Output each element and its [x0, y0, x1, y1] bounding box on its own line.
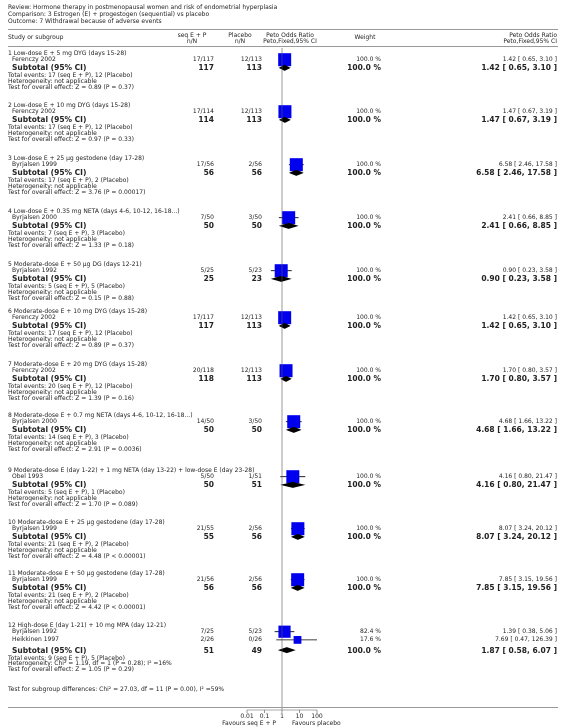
study-control-events: 3/50	[248, 418, 262, 426]
subtotal-weight: 100.0 %	[347, 532, 381, 542]
subtotal-label: Subtotal (95% CI)	[12, 63, 87, 73]
subtotal-weight: 100.0 %	[347, 321, 381, 331]
subtotal-ci-text: 1.47 [ 0.67, 3.19 ]	[481, 115, 557, 125]
study-ci-text: 8.07 [ 3.24, 20.12 ]	[498, 525, 557, 533]
study-name: Obel 1993	[12, 473, 44, 481]
subgroup-title: 11 Moderate-dose E + 50 µg gestodene (day 17-28)	[8, 570, 165, 577]
favours-right-label: Favours placebo	[292, 720, 341, 727]
subtotal-treat-n: 118	[198, 374, 214, 384]
study-control-events: 2/56	[248, 161, 262, 169]
study-ci-text: 1.47 [ 0.67, 3.19 ]	[502, 108, 557, 116]
study-name: Byrjalsen 1999	[12, 525, 57, 533]
subgroup-note: Total events: 21 (seq E + P), 2 (Placebo)	[8, 541, 129, 549]
study-control-events: 5/23	[248, 628, 262, 636]
subtotal-ci-text: 2.41 [ 0.66, 8.85 ]	[481, 221, 557, 231]
subgroup-note: Heterogeneity: not applicable	[8, 598, 97, 606]
col-or-method: Peto,Fixed,95% CI	[263, 38, 317, 45]
subgroup-note: Total events: 17 (seq E + P), 12 (Placebo)	[8, 330, 133, 338]
subgroup-note: Total events: 5 (seq E + P), 1 (Placebo)	[8, 489, 125, 497]
subgroup-note: Test for overall effect: Z = 1.70 (P = 0.089)	[8, 501, 138, 508]
subtotal-weight: 100.0 %	[347, 115, 381, 125]
study-name: Byrjalsen 1999	[12, 576, 57, 584]
subtotal-ci-text: 1.70 [ 0.80, 3.57 ]	[481, 374, 557, 384]
comparison-title: Comparison: 3 Estrogen (E) + progestogen (sequential) vs placebo	[8, 11, 210, 18]
subtotal-label: Subtotal (95% CI)	[12, 115, 87, 125]
col-treat-n: n/N	[186, 38, 198, 45]
subgroup-note: Total events: 5 (seq E + P), 5 (Placebo)	[8, 283, 125, 291]
subgroup-note: Test for overall effect: Z = 1.33 (P = 0.18)	[8, 242, 134, 249]
subtotal-weight: 100.0 %	[347, 583, 381, 593]
study-square	[278, 53, 291, 66]
subgroup-note: Total events: 20 (seq E + P), 12 (Placebo)	[8, 383, 133, 391]
col-study: Study or subgroup	[8, 34, 64, 41]
col-control-name: Placebo	[228, 32, 252, 39]
study-control-events: 12/113	[240, 314, 262, 322]
subtotal-control-n: 113	[246, 374, 262, 384]
subgroup-note: Total events: 9 (seq E + P), 5 (Placebo)	[8, 654, 125, 662]
study-ci-text: 6.58 [ 2.46, 17.58 ]	[498, 161, 557, 169]
study-square	[290, 158, 303, 171]
study-treat-events: 5/25	[200, 267, 214, 275]
study-name: Byrjalsen 1999	[12, 161, 57, 169]
study-control-events: 1/51	[248, 473, 262, 481]
subtotal-treat-n: 117	[198, 63, 214, 73]
subtotal-weight: 100.0 %	[347, 425, 381, 435]
study-square	[294, 636, 302, 644]
subgroup-title: 8 Moderate-dose E + 0.7 mg NETA (days 4-6, 10-12, 16-18...)	[8, 412, 193, 419]
study-control-events: 12/113	[240, 56, 262, 64]
study-square	[287, 415, 300, 428]
subtotal-control-n: 113	[246, 321, 262, 331]
subtotal-weight: 100.0 %	[347, 480, 381, 490]
study-name: Ferenczy 2002	[12, 314, 56, 322]
subgroup-note: Total events: 21 (seq E + P), 2 (Placebo)	[8, 592, 129, 600]
subgroup-title: 6 Moderate-dose E + 10 mg DYG (days 15-28)	[8, 308, 148, 315]
study-control-events: 2/56	[248, 576, 262, 584]
study-ci-text: 1.70 [ 0.80, 3.57 ]	[502, 367, 557, 375]
subgroup-differences-test: Test for subgroup differences: Chi² = 27.03, df = 11 (P = 0.00), I² =59%	[8, 686, 225, 693]
subgroup-note: Total events: 17 (seq E + P), 2 (Placebo)	[8, 177, 129, 185]
study-control-events: 2/56	[248, 525, 262, 533]
outcome-title: Outcome: 7 Withdrawal because of adverse events	[8, 18, 162, 25]
study-square	[282, 211, 295, 224]
subtotal-weight: 100.0 %	[347, 645, 381, 655]
x-tick-label: 0.1	[259, 713, 270, 720]
subgroup-note: Heterogeneity: not applicable	[8, 183, 97, 191]
study-name: Byrjalsen 1992	[12, 267, 57, 275]
col-or-method-right: Peto,Fixed,95% CI	[503, 38, 557, 45]
study-square	[291, 573, 304, 586]
subgroup-note: Test for overall effect: Z = 1.39 (P = 0.16)	[8, 395, 134, 402]
study-ci-text: 0.90 [ 0.23, 3.58 ]	[502, 267, 557, 275]
subgroup-note: Heterogeneity: not applicable	[8, 440, 97, 448]
subgroup-title: 5 Moderate-dose E + 50 µg DG (days 12-21)	[8, 261, 142, 268]
study-ci-text: 4.16 [ 0.80, 21.47 ]	[498, 473, 557, 481]
subgroup-note: Heterogeneity: not applicable	[8, 78, 97, 86]
subgroup-note: Test for overall effect: Z = 4.48 (P < 0.00001)	[8, 553, 146, 560]
subgroup-note: Test for overall effect: Z = 1.05 (P = 0.29)	[8, 666, 134, 674]
study-weight: 100.0 %	[356, 367, 381, 375]
subtotal-ci-text: 4.68 [ 1.66, 13.22 ]	[476, 425, 557, 435]
subtotal-treat-n: 25	[203, 274, 214, 284]
subtotal-ci-text: 8.07 [ 3.24, 20.12 ]	[476, 532, 557, 542]
subgroup-title: 2 Low-dose E + 10 mg DYG (days 15-28)	[8, 102, 131, 109]
study-treat-events: 2/26	[200, 636, 214, 644]
subgroup-note: Test for overall effect: Z = 0.89 (P = 0.37)	[8, 84, 134, 91]
study-square	[275, 264, 288, 277]
subgroup-title: 3 Low-dose E + 25 µg gestodene (day 17-28)	[8, 155, 145, 162]
study-square	[278, 311, 291, 324]
study-treat-events: 21/56	[196, 576, 214, 584]
study-square	[278, 105, 291, 118]
study-name: Byrjalsen 2000	[12, 418, 57, 426]
subtotal-treat-n: 56	[203, 583, 214, 593]
subtotal-diamond	[271, 276, 292, 282]
subtotal-label: Subtotal (95% CI)	[12, 374, 87, 384]
subtotal-weight: 100.0 %	[347, 374, 381, 384]
subtotal-control-n: 56	[251, 583, 262, 593]
study-name: Byrjalsen 1992	[12, 628, 57, 636]
subtotal-label: Subtotal (95% CI)	[12, 583, 87, 593]
subgroup-title: 12 High-dose E (day 1-21) + 10 mg MPA (day 12-21)	[8, 622, 167, 629]
study-treat-events: 17/117	[192, 56, 214, 64]
study-treat-events: 17/56	[196, 161, 214, 169]
subtotal-control-n: 49	[251, 645, 262, 655]
study-name: Byrjalsen 2000	[12, 214, 57, 222]
subgroup-note: Test for overall effect: Z = 0.89 (P = 0.37)	[8, 342, 134, 349]
subtotal-control-n: 50	[251, 425, 262, 435]
study-square	[278, 626, 290, 638]
col-treat-name: seq E + P	[177, 32, 207, 39]
subtotal-weight: 100.0 %	[347, 63, 381, 73]
study-weight: 100.0 %	[356, 473, 381, 481]
subtotal-label: Subtotal (95% CI)	[12, 168, 87, 178]
study-name: Ferenczy 2002	[12, 108, 56, 116]
study-ci-text: 1.42 [ 0.65, 3.10 ]	[502, 314, 557, 322]
study-treat-events: 7/50	[200, 214, 214, 222]
subtotal-label: Subtotal (95% CI)	[12, 321, 87, 331]
study-square	[280, 364, 293, 377]
study-name: Heikkinen 1997	[12, 636, 59, 644]
study-name: Ferenczy 2002	[12, 367, 56, 375]
study-ci-text: 2.41 [ 0.66, 8.85 ]	[502, 214, 557, 222]
subtotal-treat-n: 50	[203, 425, 214, 435]
study-weight: 100.0 %	[356, 214, 381, 222]
subtotal-label: Subtotal (95% CI)	[12, 221, 87, 231]
subtotal-treat-n: 50	[203, 221, 214, 231]
subgroup-note: Total events: 7 (seq E + P), 3 (Placebo)	[8, 230, 125, 238]
study-control-events: 5/23	[248, 267, 262, 275]
study-treat-events: 7/25	[200, 628, 214, 636]
subgroup-note: Total events: 14 (seq E + P), 3 (Placebo)	[8, 434, 129, 442]
subgroup-note: Heterogeneity: not applicable	[8, 130, 97, 138]
subgroup-note: Heterogeneity: Chi² = 1.19, df = 1 (P = 0.28); I² =16%	[8, 660, 172, 668]
subgroup-note: Test for overall effect: Z = 0.97 (P = 0.33)	[8, 136, 134, 143]
x-tick-label: 10	[295, 713, 304, 720]
study-weight: 100.0 %	[356, 314, 381, 322]
subtotal-ci-text: 1.87 [ 0.58, 6.07 ]	[481, 645, 557, 655]
subtotal-weight: 100.0 %	[347, 168, 381, 178]
col-weight: Weight	[354, 34, 376, 41]
study-ci-text: 7.85 [ 3.15, 19.56 ]	[498, 576, 557, 584]
study-control-events: 0/26	[248, 636, 262, 644]
subgroup-note: Heterogeneity: not applicable	[8, 389, 97, 397]
subtotal-label: Subtotal (95% CI)	[12, 645, 87, 655]
subgroup-note: Heterogeneity: not applicable	[8, 495, 97, 503]
subtotal-weight: 100.0 %	[347, 274, 381, 284]
subtotal-treat-n: 51	[203, 645, 214, 655]
study-treat-events: 5/50	[200, 473, 214, 481]
subgroup-note: Total events: 17 (seq E + P), 12 (Placebo)	[8, 72, 133, 80]
study-treat-events: 17/117	[192, 314, 214, 322]
study-square	[291, 522, 304, 535]
subgroup-title: 7 Moderate-dose E + 20 mg DYG (days 15-28)	[8, 361, 148, 368]
study-treat-events: 20/118	[192, 367, 214, 375]
subtotal-control-n: 113	[246, 115, 262, 125]
x-tick-label: 100	[311, 713, 323, 720]
subtotal-control-n: 113	[246, 63, 262, 73]
study-weight: 100.0 %	[356, 267, 381, 275]
study-ci-text: 1.39 [ 0.38, 5.06 ]	[502, 628, 557, 636]
col-or-name-right: Peto Odds Ratio	[509, 32, 557, 39]
study-weight: 100.0 %	[356, 576, 381, 584]
subgroup-note: Test for overall effect: Z = 0.15 (P = 0.88)	[8, 295, 134, 302]
subtotal-ci-text: 0.90 [ 0.23, 3.58 ]	[481, 274, 557, 284]
subgroup-note: Heterogeneity: not applicable	[8, 289, 97, 297]
subtotal-diamond	[278, 647, 296, 653]
study-treat-events: 21/55	[196, 525, 214, 533]
study-weight: 100.0 %	[356, 108, 381, 116]
study-weight: 100.0 %	[356, 525, 381, 533]
subgroup-title: 4 Low-dose E + 0.35 mg NETA (days 4-6, 10-12, 16-18...)	[8, 208, 180, 215]
subtotal-treat-n: 117	[198, 321, 214, 331]
study-weight: 100.0 %	[356, 56, 381, 64]
review-title: Review: Hormone therapy in postmenopausal women and risk of endometrial hyperplasia	[8, 4, 278, 11]
study-name: Ferenczy 2002	[12, 56, 56, 64]
favours-left-label: Favours seq E + P	[222, 720, 276, 727]
col-control-n: n/N	[234, 38, 246, 45]
study-treat-events: 17/114	[192, 108, 214, 116]
subtotal-control-n: 50	[251, 221, 262, 231]
subtotal-control-n: 23	[251, 274, 262, 284]
subgroup-note: Total events: 17 (seq E + P), 12 (Placebo)	[8, 124, 133, 132]
subtotal-control-n: 56	[251, 532, 262, 542]
subtotal-label: Subtotal (95% CI)	[12, 532, 87, 542]
x-tick-label: 0.01	[240, 713, 254, 720]
subgroup-note: Heterogeneity: not applicable	[8, 236, 97, 244]
footer-rule	[8, 707, 558, 708]
subgroup-note: Heterogeneity: not applicable	[8, 547, 97, 555]
study-control-events: 3/50	[248, 214, 262, 222]
subtotal-ci-text: 7.85 [ 3.15, 19.56 ]	[476, 583, 557, 593]
study-ci-text: 7.69 [ 0.47, 126.39 ]	[495, 636, 557, 644]
subtotal-label: Subtotal (95% CI)	[12, 274, 87, 284]
study-ci-text: 4.68 [ 1.66, 13.22 ]	[498, 418, 557, 426]
study-control-events: 12/113	[240, 367, 262, 375]
subtotal-weight: 100.0 %	[347, 221, 381, 231]
subtotal-ci-text: 6.58 [ 2.46, 17.58 ]	[476, 168, 557, 178]
study-ci-text: 1.42 [ 0.65, 3.10 ]	[502, 56, 557, 64]
subtotal-diamond	[280, 482, 305, 488]
study-weight: 82.4 %	[360, 628, 381, 636]
col-or-name: Peto Odds Ratio	[266, 32, 314, 39]
subtotal-treat-n: 55	[203, 532, 214, 542]
x-tick-label: 1	[280, 713, 284, 720]
subtotal-treat-n: 50	[203, 480, 214, 490]
subgroup-note: Test for overall effect: Z = 3.76 (P = 0.00017)	[8, 189, 146, 196]
subtotal-ci-text: 4.16 [ 0.80, 21.47 ]	[476, 480, 557, 490]
subtotal-ci-text: 1.42 [ 0.65, 3.10 ]	[481, 321, 557, 331]
subtotal-treat-n: 114	[198, 115, 214, 125]
subtotal-label: Subtotal (95% CI)	[12, 480, 87, 490]
subgroup-note: Test for overall effect: Z = 4.42 (P < 0.00001)	[8, 604, 146, 611]
subgroup-title: 1 Low-dose E + 5 mg DYG (days 15-28)	[8, 50, 127, 57]
subgroup-title: 10 Moderate-dose E + 25 µg gestodene (day 17-28)	[8, 519, 165, 526]
subtotal-label: Subtotal (95% CI)	[12, 425, 87, 435]
subtotal-ci-text: 1.42 [ 0.65, 3.10 ]	[481, 63, 557, 73]
subtotal-treat-n: 56	[203, 168, 214, 178]
subgroup-note: Heterogeneity: not applicable	[8, 336, 97, 344]
study-square	[286, 470, 299, 483]
study-weight: 100.0 %	[356, 161, 381, 169]
subtotal-control-n: 56	[251, 168, 262, 178]
subgroup-note: Test for overall effect: Z = 2.91 (P = 0.0036)	[8, 446, 142, 453]
study-weight: 17.6 %	[360, 636, 381, 644]
study-weight: 100.0 %	[356, 418, 381, 426]
subtotal-control-n: 51	[251, 480, 262, 490]
subgroup-title: 9 Moderate-dose E (day 1-22) + 1 mg NETA (day 13-22) + low-dose E (day 23-28)	[8, 467, 255, 474]
study-control-events: 12/113	[240, 108, 262, 116]
study-treat-events: 14/50	[196, 418, 214, 426]
